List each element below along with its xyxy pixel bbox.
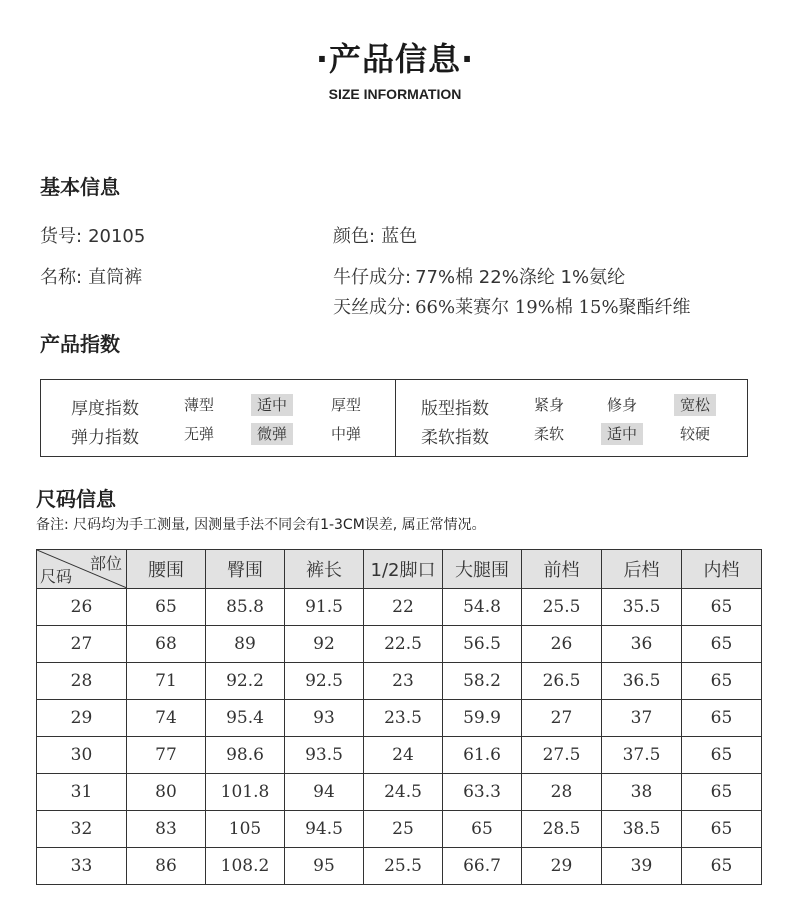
column-header: 大腿围: [443, 550, 522, 589]
table-cell: 98.6: [206, 737, 285, 774]
table-cell: 83: [127, 811, 206, 848]
table-cell: 54.8: [443, 589, 522, 626]
table-row: [37, 663, 762, 700]
table-cell: 22: [364, 589, 443, 626]
table-cell: 91.5: [285, 589, 364, 626]
table-cell: 56.5: [443, 626, 522, 663]
table-cell: 105: [206, 811, 285, 848]
table-cell: 92.5: [285, 663, 364, 700]
table-cell: 27.5: [522, 737, 602, 774]
size-table-corner: [37, 550, 127, 589]
table-cell: 37.5: [602, 737, 682, 774]
table-row: [37, 774, 762, 811]
fit-label: 版型指数: [421, 399, 489, 419]
table-cell: 38: [602, 774, 682, 811]
table-cell: 65: [682, 700, 762, 737]
table-cell: 26: [37, 589, 127, 626]
table-cell: 65: [127, 589, 206, 626]
product-name-label: 名称:: [40, 267, 83, 288]
table-cell: 58.2: [443, 663, 522, 700]
tencel-label: 天丝成分:: [333, 297, 412, 318]
table-cell: 23: [364, 663, 443, 700]
table-cell: 29: [522, 848, 602, 885]
denim-label: 牛仔成分:: [333, 267, 412, 288]
table-row: [37, 737, 762, 774]
page-title: ·产品信息·: [315, 40, 475, 78]
table-cell: 33: [37, 848, 127, 885]
table-cell: 74: [127, 700, 206, 737]
table-cell: 61.6: [443, 737, 522, 774]
table-cell: 108.2: [206, 848, 285, 885]
product-name: [40, 263, 142, 289]
table-cell: 65: [682, 589, 762, 626]
table-row: [37, 626, 762, 663]
softness-option: 较硬: [680, 425, 711, 443]
item-number: [40, 222, 145, 248]
tencel-value: 66%莱赛尔 19%棉 15%聚酯纤维: [415, 297, 691, 318]
table-cell: 28: [522, 774, 602, 811]
column-header: 前档: [522, 550, 602, 589]
table-cell: 68: [127, 626, 206, 663]
fit-option: 紧身: [534, 396, 565, 414]
thickness-option-selected: 适中: [251, 394, 293, 416]
softness-label: 柔软指数: [421, 428, 489, 448]
table-cell: 71: [127, 663, 206, 700]
table-cell: 80: [127, 774, 206, 811]
table-cell: 66.7: [443, 848, 522, 885]
table-cell: 26.5: [522, 663, 602, 700]
table-cell: 27: [37, 626, 127, 663]
table-cell: 31: [37, 774, 127, 811]
denim-value: 77%棉 22%涤纶 1%氨纶: [415, 267, 626, 288]
table-cell: 94: [285, 774, 364, 811]
column-header: 后档: [602, 550, 682, 589]
table-cell: 59.9: [443, 700, 522, 737]
item-number-value: 20105: [88, 226, 146, 247]
table-row: [37, 848, 762, 885]
table-cell: 30: [37, 737, 127, 774]
table-row: [37, 589, 762, 626]
table-cell: 25.5: [522, 589, 602, 626]
product-color: [333, 222, 417, 248]
size-table: [36, 549, 762, 885]
item-number-label: 货号:: [40, 226, 83, 247]
thickness-option: 厚型: [331, 396, 362, 414]
softness-option-selected: 适中: [601, 423, 643, 445]
table-cell: 26: [522, 626, 602, 663]
table-cell: 37: [602, 700, 682, 737]
table-cell: 36: [602, 626, 682, 663]
indices-divider: [395, 379, 396, 457]
table-cell: 24: [364, 737, 443, 774]
product-name-value: 直筒裤: [88, 267, 143, 288]
table-cell: 65: [682, 663, 762, 700]
table-cell: 28: [37, 663, 127, 700]
corner-size-label: 尺码: [40, 567, 73, 586]
size-info-heading: 尺码信息: [36, 487, 116, 511]
table-cell: 95.4: [206, 700, 285, 737]
indices-box: [40, 379, 748, 457]
table-cell: 92.2: [206, 663, 285, 700]
table-cell: 95: [285, 848, 364, 885]
column-header: 臀围: [206, 550, 285, 589]
tencel-composition: [333, 293, 691, 319]
table-cell: 65: [443, 811, 522, 848]
table-cell: 28.5: [522, 811, 602, 848]
basic-info-heading: 基本信息: [40, 175, 120, 199]
table-row: [37, 700, 762, 737]
column-header: 1/2脚口: [364, 550, 443, 589]
table-cell: 65: [682, 774, 762, 811]
column-header: 内档: [682, 550, 762, 589]
table-cell: 32: [37, 811, 127, 848]
table-cell: 27: [522, 700, 602, 737]
elasticity-option-selected: 微弹: [251, 423, 293, 445]
table-row: [37, 811, 762, 848]
table-cell: 24.5: [364, 774, 443, 811]
table-cell: 92: [285, 626, 364, 663]
color-label: 颜色:: [333, 226, 376, 247]
table-cell: 29: [37, 700, 127, 737]
column-header: 裤长: [285, 550, 364, 589]
table-cell: 23.5: [364, 700, 443, 737]
table-cell: 94.5: [285, 811, 364, 848]
table-cell: 25: [364, 811, 443, 848]
table-cell: 85.8: [206, 589, 285, 626]
page-subtitle: SIZE INFORMATION: [328, 86, 462, 102]
table-cell: 93.5: [285, 737, 364, 774]
fit-option-selected: 宽松: [674, 394, 716, 416]
color-value: 蓝色: [381, 226, 418, 247]
thickness-option: 薄型: [184, 396, 215, 414]
fit-option: 修身: [607, 396, 638, 414]
thickness-label: 厚度指数: [71, 399, 139, 419]
table-cell: 65: [682, 811, 762, 848]
table-cell: 77: [127, 737, 206, 774]
table-cell: 93: [285, 700, 364, 737]
table-cell: 63.3: [443, 774, 522, 811]
table-cell: 25.5: [364, 848, 443, 885]
elasticity-label: 弹力指数: [71, 428, 139, 448]
denim-composition: [333, 263, 625, 289]
size-table-header: [37, 550, 762, 589]
elasticity-option: 无弹: [184, 425, 215, 443]
table-cell: 39: [602, 848, 682, 885]
corner-part-label: 部位: [89, 554, 122, 573]
table-cell: 38.5: [602, 811, 682, 848]
table-cell: 65: [682, 848, 762, 885]
softness-option: 柔软: [534, 425, 565, 443]
column-header: 腰围: [127, 550, 206, 589]
table-cell: 35.5: [602, 589, 682, 626]
table-cell: 86: [127, 848, 206, 885]
size-note: 备注: 尺码均为手工测量, 因测量手法不同会有1-3CM误差, 属正常情况。: [36, 517, 486, 533]
table-cell: 22.5: [364, 626, 443, 663]
table-cell: 101.8: [206, 774, 285, 811]
table-cell: 36.5: [602, 663, 682, 700]
indices-heading: 产品指数: [40, 332, 120, 356]
table-cell: 65: [682, 626, 762, 663]
table-cell: 89: [206, 626, 285, 663]
elasticity-option: 中弹: [331, 425, 362, 443]
table-cell: 65: [682, 737, 762, 774]
